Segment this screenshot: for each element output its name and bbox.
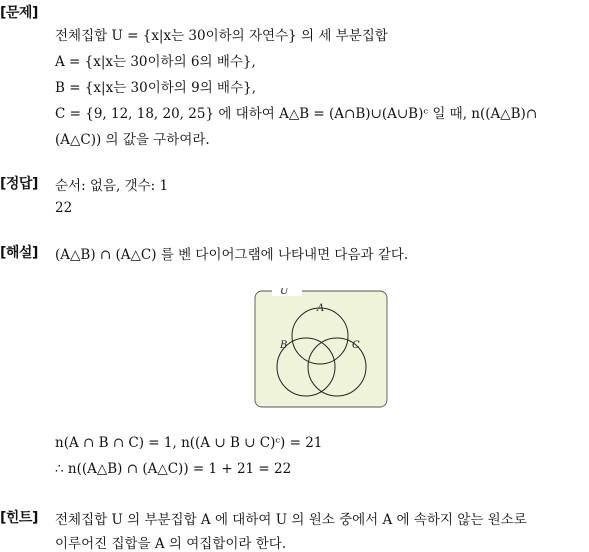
set-a-label: A bbox=[317, 303, 325, 314]
explanation-tag: [해설] bbox=[0, 245, 38, 261]
answer-value: 22 bbox=[55, 200, 73, 216]
hint-line-1: 전체집합 U 의 부분집합 A 에 대하여 U 의 원소 중에서 A 에 속하지 않는 원소로 bbox=[55, 512, 527, 528]
answer-order-count: 순서: 없음, 갯수: 1 bbox=[55, 178, 169, 194]
universe-label: U bbox=[280, 288, 289, 297]
problem-line-5: (A△C)) 의 값을 구하여라. bbox=[55, 132, 210, 148]
explanation-formula-2: ∴ n((A△B) ∩ (A△C)) = 1 + 21 = 22 bbox=[55, 461, 292, 477]
explanation-formula-1: n(A ∩ B ∩ C) = 1, n((A ∪ B ∪ C)ᶜ) = 21 bbox=[55, 435, 323, 451]
hint-tag: [힌트] bbox=[0, 510, 38, 526]
venn-diagram-svg bbox=[254, 288, 388, 408]
set-b-label: B bbox=[280, 340, 288, 351]
problem-line-3: B = {x|x는 30이하의 9의 배수}, bbox=[55, 80, 256, 96]
venn-diagram bbox=[254, 288, 388, 408]
problem-line-4: C = {9, 12, 18, 20, 25} 에 대하여 A△B = (A∩B)∪(A∪B)ᶜ 일 때, n((A△B)∩ bbox=[55, 106, 538, 122]
hint-line-2: 이루어진 집합을 A 의 여집합이라 한다. bbox=[55, 536, 287, 552]
set-c-label: C bbox=[352, 340, 360, 351]
problem-line-1: 전체집합 U = {x|x는 30이하의 자연수} 의 세 부분집합 bbox=[55, 28, 388, 44]
explanation-intro: (A△B) ∩ (A△C) 를 벤 다이어그램에 나타내면 다음과 같다. bbox=[55, 247, 409, 263]
answer-tag: [정답] bbox=[0, 176, 38, 192]
problem-tag: [문제] bbox=[0, 5, 38, 21]
problem-line-2: A = {x|x는 30이하의 6의 배수}, bbox=[55, 54, 256, 70]
